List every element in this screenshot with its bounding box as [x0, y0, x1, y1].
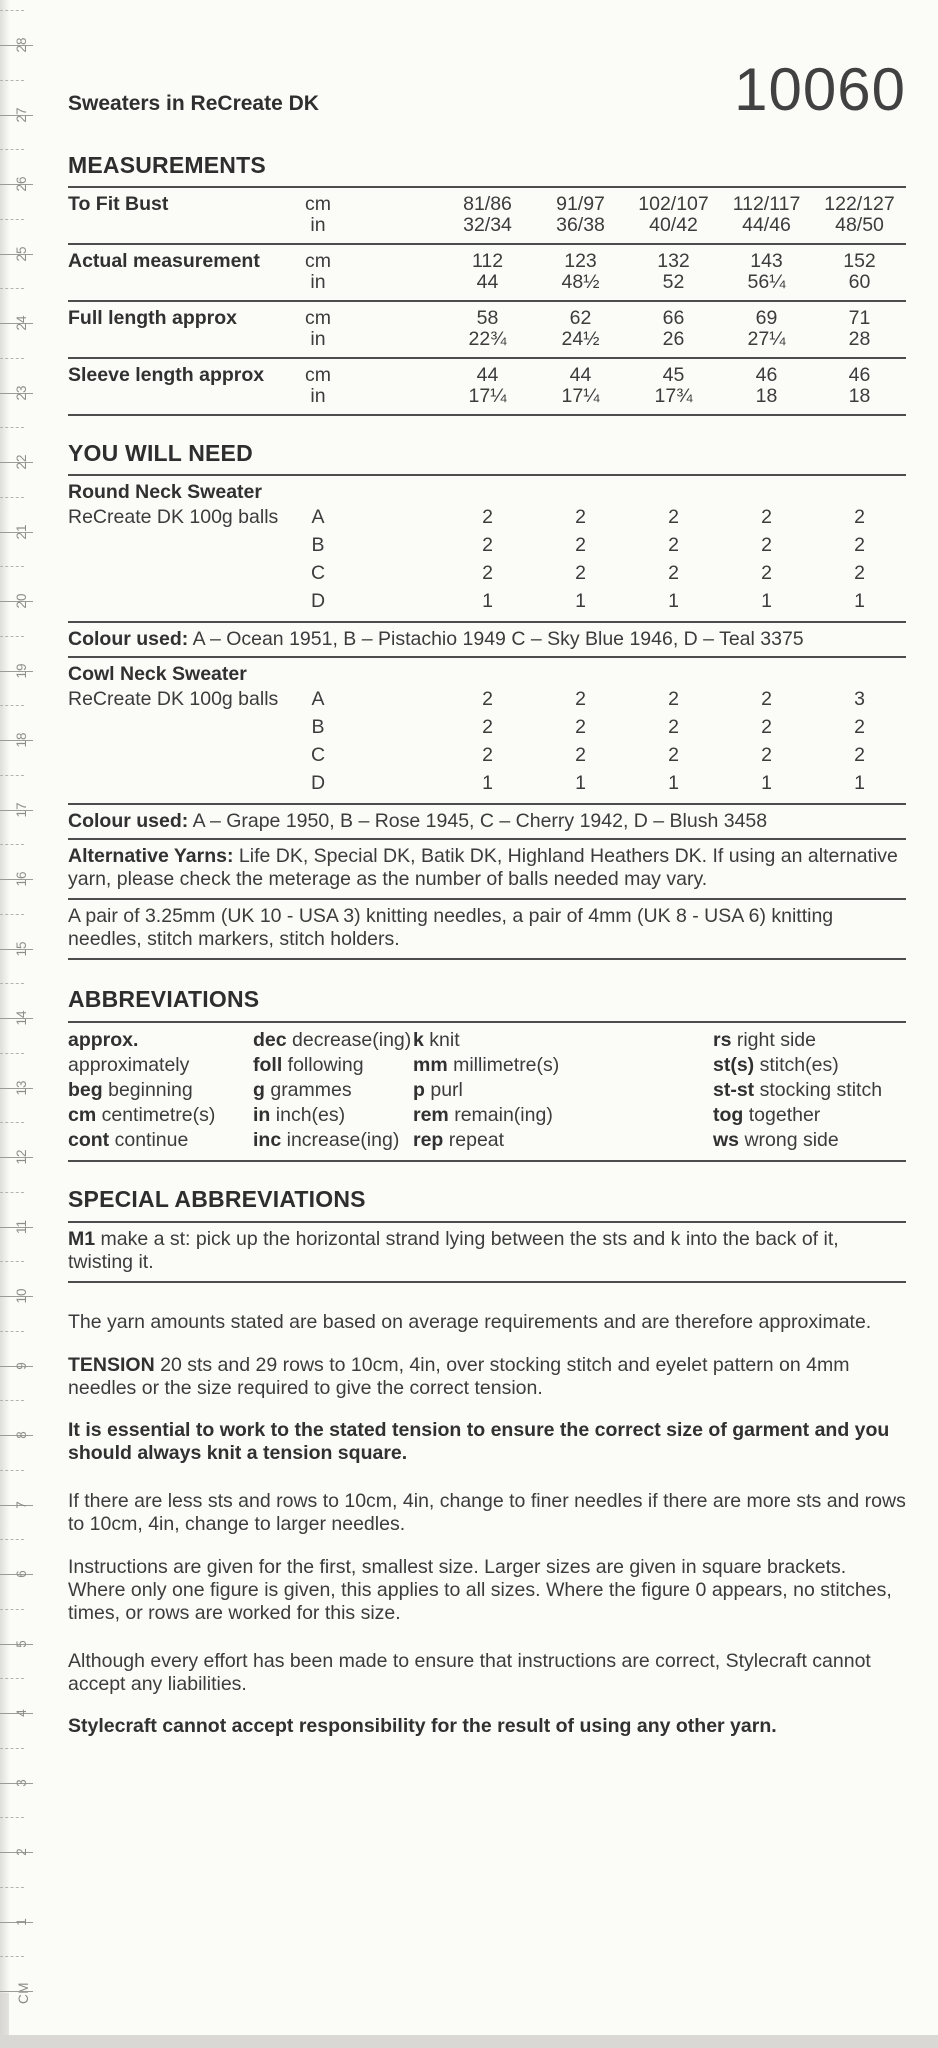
ball-count: 2	[854, 562, 865, 584]
shade-letter: D	[310, 590, 326, 612]
ball-count: 2	[668, 534, 679, 556]
abbreviation-entry: in inch(es)	[253, 1104, 346, 1126]
page-title: Sweaters in ReCreate DK	[68, 92, 319, 115]
ruler-number: 26	[13, 176, 29, 192]
ruler-tick	[0, 427, 24, 428]
ruler-number: 20	[13, 593, 29, 609]
size-value: 45	[662, 364, 685, 386]
colour-used-label: Colour used:	[68, 628, 189, 650]
yarn-row	[68, 769, 906, 797]
ruler-tick	[0, 1887, 24, 1888]
ball-count: 2	[482, 716, 493, 738]
size-value: 66	[662, 307, 685, 329]
ruler-number: 27	[13, 106, 29, 123]
shade-letter: B	[311, 716, 325, 738]
abbreviation-entry: cm centimetre(s)	[68, 1104, 216, 1126]
row-label: Sleeve length approx	[68, 364, 265, 386]
ruler-tick	[0, 80, 24, 81]
size-value: 22¾	[468, 328, 507, 350]
ruler-number: 2	[13, 1848, 29, 1856]
special-abbreviations-section	[68, 1186, 906, 1223]
ruler-tick	[0, 1470, 24, 1471]
ruler-number: 3	[13, 1778, 29, 1787]
ruler-tick	[0, 1122, 24, 1123]
ball-count: 1	[761, 590, 772, 612]
size-value: 28	[848, 328, 871, 350]
row-label: To Fit Bust	[68, 193, 169, 215]
ball-count: 2	[482, 688, 493, 710]
divider	[68, 1160, 906, 1162]
table-row	[68, 359, 906, 414]
size-value: 24½	[561, 328, 600, 350]
tension-note: TENSION 20 sts and 29 rows to 10cm, 4in, over stocking stitch and eyelet pattern on 4mm needles or the size required to give the correct tension.	[68, 1353, 850, 1399]
ball-count: 2	[854, 534, 865, 556]
ball-count: 1	[482, 772, 493, 794]
ball-count: 3	[854, 688, 865, 710]
ball-count: 1	[668, 590, 679, 612]
ball-count: 2	[482, 506, 493, 528]
abbreviations-section	[68, 986, 906, 1023]
alternative-yarns-label: Alternative Yarns:	[68, 845, 234, 867]
special-abbreviations-heading: SPECIAL ABBREVIATIONS	[68, 1186, 366, 1212]
size-value: 44	[569, 364, 592, 386]
yarn-row	[68, 741, 906, 769]
yarn-row	[68, 587, 906, 615]
abbreviation-entry: g grammes	[253, 1079, 352, 1101]
size-value: 17¼	[561, 385, 600, 407]
ball-count: 2	[575, 744, 586, 766]
ruler-number: 10	[13, 1288, 29, 1304]
ruler-number: 1	[13, 1917, 29, 1926]
unit-in: in	[310, 385, 326, 407]
shade-letter: C	[310, 744, 326, 766]
yarn-row	[68, 559, 906, 587]
colour-used-text: A – Grape 1950, B – Rose 1945, C – Cherry 1942, D – Blush 3458	[192, 810, 768, 832]
ball-count: 2	[575, 562, 586, 584]
size-value: 18	[755, 385, 778, 407]
table-row	[68, 188, 906, 243]
divider	[68, 1281, 906, 1283]
ball-count: 1	[668, 772, 679, 794]
ball-count: 1	[575, 772, 586, 794]
size-value: 46	[755, 364, 778, 386]
ball-count: 2	[761, 506, 772, 528]
ruler-tick	[0, 636, 24, 637]
row-label: Full length approx	[68, 307, 237, 329]
ruler-tick	[0, 1817, 24, 1818]
measurements-heading: MEASUREMENTS	[68, 152, 266, 178]
needles-note: A pair of 3.25mm (UK 10 - USA 3) knitting needles, a pair of 4mm (UK 8 - USA 6) knitting needles, stitch markers, stitch holders.	[68, 905, 834, 950]
size-value: 81/86	[463, 193, 512, 215]
ruler-number: 16	[13, 871, 29, 887]
abbreviation-entry: st(s) stitch(es)	[713, 1054, 839, 1076]
table-row	[68, 302, 906, 357]
size-value: 44	[476, 364, 499, 386]
yarn-row	[68, 531, 906, 559]
ruler-number: 19	[13, 662, 29, 679]
ruler-tick	[0, 10, 24, 11]
ball-count: 2	[668, 688, 679, 710]
ruler-tick	[0, 914, 24, 915]
ruler-number: 23	[13, 384, 29, 401]
measurements-section	[68, 152, 906, 188]
abbreviation-entry: rep repeat	[413, 1129, 505, 1151]
ruler-number: 28	[13, 37, 29, 53]
garment-round-neck	[68, 476, 906, 658]
size-value: 52	[662, 271, 685, 293]
sizes-note: Instructions are given for the first, smallest size. Larger sizes are given in square brackets. Where only one figure is given, this applies to all sizes. Where the figure 0 appears, no stitches, times, or rows are worked for this size.	[68, 1555, 892, 1624]
size-value: 17¼	[468, 385, 507, 407]
size-value: 32/34	[463, 214, 512, 236]
size-value: 71	[848, 307, 871, 329]
alternative-yarns-note: Alternative Yarns: Life DK, Special DK, Batik DK, Highland Heathers DK. If using an alternative yarn, please check the meterage as the number of balls needed may vary.	[68, 845, 898, 890]
ruler-tick	[0, 497, 24, 498]
size-value: 17¾	[654, 385, 693, 407]
special-abbreviation-m1: M1 make a st: pick up the horizontal strand lying between the sts and k into the back of it, twisting it.	[68, 1228, 839, 1273]
shade-letter: B	[311, 534, 325, 556]
abbreviation-entry: dec decrease(ing)	[253, 1029, 412, 1051]
abbreviation-entry: rem remain(ing)	[413, 1104, 553, 1126]
size-value: 48½	[561, 271, 600, 293]
abbreviation-entry: tog together	[713, 1104, 821, 1126]
colour-used-label: Colour used:	[68, 810, 189, 832]
garment-name: Round Neck Sweater	[68, 481, 262, 503]
ruler-tick	[0, 1991, 33, 1992]
size-value: 112/117	[732, 193, 801, 215]
size-value: 36/38	[556, 214, 605, 236]
yarn-row	[68, 503, 906, 531]
colour-used-cowl-neck	[68, 805, 906, 838]
size-value: 60	[848, 271, 871, 293]
size-value: 102/107	[638, 193, 709, 215]
ruler-number: 15	[13, 940, 29, 957]
ruler-number: 6	[13, 1570, 29, 1578]
scan-corner-artifact	[0, 1993, 9, 2035]
ruler-number: 11	[13, 1219, 29, 1234]
size-value: 40/42	[649, 214, 698, 236]
abbreviation-entry: beg beginning	[68, 1079, 193, 1101]
abbreviation-entry: k knit	[413, 1029, 460, 1051]
ball-count: 2	[482, 562, 493, 584]
yarn-label: ReCreate DK 100g balls	[68, 506, 279, 528]
ruler-number: 12	[13, 1149, 29, 1165]
ball-count: 2	[575, 534, 586, 556]
you-will-need-heading: YOU WILL NEED	[68, 440, 253, 466]
yarn-row	[68, 713, 906, 741]
ruler-tick	[0, 358, 24, 359]
ball-count: 2	[668, 506, 679, 528]
ruler-number: 13	[13, 1079, 29, 1096]
ball-count: 2	[668, 744, 679, 766]
liability-note: Although every effort has been made to ensure that instructions are correct, Stylecraft cannot accept any liabilities.	[68, 1649, 871, 1695]
abbreviation-entry: ws wrong side	[713, 1129, 839, 1151]
ball-count: 2	[854, 506, 865, 528]
ruler-number: 9	[13, 1361, 29, 1370]
ruler-tick	[0, 566, 24, 567]
m1-term: M1	[68, 1228, 96, 1250]
ball-count: 2	[761, 534, 772, 556]
colour-used-text: A – Ocean 1951, B – Pistachio 1949 C – Sky Blue 1946, D – Teal 3375	[192, 628, 804, 650]
ball-count: 2	[761, 716, 772, 738]
ruler-tick	[0, 1678, 24, 1679]
ruler-tick	[0, 1261, 24, 1262]
ruler-number: 18	[13, 732, 29, 748]
unit-cm: cm	[305, 307, 331, 329]
ruler-number: 7	[13, 1500, 29, 1509]
ball-count: 1	[575, 590, 586, 612]
page-header	[68, 56, 906, 123]
divider	[68, 414, 906, 416]
ball-count: 1	[854, 590, 865, 612]
ruler-tick	[0, 219, 24, 220]
shade-letter: D	[310, 772, 326, 794]
size-value: 48/50	[835, 214, 884, 236]
colour-used-round-neck	[68, 623, 906, 656]
unit-cm: cm	[305, 250, 331, 272]
garment-name: Cowl Neck Sweater	[68, 663, 247, 685]
size-value: 143	[750, 250, 783, 272]
unit-in: in	[310, 328, 326, 350]
ball-count: 1	[482, 590, 493, 612]
size-value: 26	[662, 328, 685, 350]
yarn-row	[68, 685, 906, 713]
ruler-tick	[0, 705, 24, 706]
size-value: 91/97	[556, 193, 605, 215]
abbreviation-entry: inc increase(ing)	[253, 1129, 400, 1151]
ruler-tick	[0, 1400, 24, 1401]
abbreviation-entry: approximately	[68, 1054, 190, 1076]
size-value: 152	[843, 250, 876, 272]
abbreviation-entry: p purl	[413, 1079, 463, 1101]
ball-count: 2	[575, 688, 586, 710]
garment-cowl-neck	[68, 658, 906, 840]
size-value: 27¼	[747, 328, 786, 350]
scan-bottom-edge	[0, 2035, 938, 2048]
ruler-tick	[0, 1331, 24, 1332]
measurements-table	[68, 188, 906, 416]
unit-in: in	[310, 214, 326, 236]
ruler-number: 8	[13, 1431, 29, 1439]
pattern-number: 10060	[734, 56, 906, 123]
abbreviations-grid	[68, 1023, 906, 1160]
ball-count: 2	[575, 716, 586, 738]
ball-count: 2	[854, 744, 865, 766]
needle-change-note: If there are less sts and rows to 10cm, 4in, change to finer needles if there are more sts and rows to 10cm, 4in, change to larger needles.	[68, 1490, 906, 1535]
unit-in: in	[310, 271, 326, 293]
ruler-number: 25	[13, 245, 29, 262]
size-value: 69	[755, 307, 778, 329]
shade-letter: A	[311, 688, 325, 710]
size-value: 46	[848, 364, 871, 386]
tension-label: TENSION	[68, 1353, 155, 1376]
size-value: 122/127	[824, 193, 895, 215]
ruler-number: 14	[13, 1010, 29, 1026]
ruler-tick	[0, 1539, 24, 1540]
you-will-need-section	[68, 440, 906, 476]
abbreviation-entry: approx.	[68, 1029, 139, 1051]
row-label: Actual measurement	[68, 250, 260, 272]
ruler-number: 21	[13, 523, 29, 540]
ball-count: 2	[854, 716, 865, 738]
pattern-page	[68, 0, 906, 1758]
yarn-amounts-note: The yarn amounts stated are based on average requirements and are therefore approximate.	[68, 1311, 872, 1333]
ball-count: 1	[761, 772, 772, 794]
abbreviation-entry: st-st stocking stitch	[713, 1079, 883, 1101]
size-value: 62	[569, 307, 592, 329]
size-value: 58	[476, 307, 499, 329]
ruler-tick	[0, 288, 24, 289]
ruler-tick	[0, 775, 24, 776]
size-value: 123	[564, 250, 597, 272]
ruler-number: 22	[13, 454, 29, 470]
ruler-cm-label: CM	[15, 1982, 31, 2004]
table-row	[68, 245, 906, 300]
abbreviation-entry: foll following	[253, 1054, 364, 1076]
size-value: 44	[476, 271, 499, 293]
ruler-number: 24	[13, 315, 29, 331]
ruler-tick	[0, 1748, 24, 1749]
size-value: 132	[657, 250, 690, 272]
ball-count: 2	[482, 744, 493, 766]
ruler-tick	[0, 1192, 24, 1193]
ruler	[0, 0, 56, 2048]
ball-count: 1	[854, 772, 865, 794]
unit-cm: cm	[305, 364, 331, 386]
ruler-tick	[0, 1956, 24, 1957]
tension-warning: It is essential to work to the stated tension to ensure the correct size of garment and you should always knit a tension square.	[68, 1419, 890, 1464]
ball-count: 2	[761, 744, 772, 766]
ruler-tick	[0, 1053, 24, 1054]
unit-cm: cm	[305, 193, 331, 215]
ball-count: 2	[761, 688, 772, 710]
yarn-label: ReCreate DK 100g balls	[68, 688, 279, 710]
ruler-tick	[0, 844, 24, 845]
ruler-number: 4	[13, 1709, 29, 1717]
size-value: 112	[471, 250, 504, 272]
abbreviation-entry: rs right side	[713, 1029, 816, 1051]
size-value: 18	[848, 385, 871, 407]
ruler-number: 5	[13, 1639, 29, 1648]
abbreviations-heading: ABBREVIATIONS	[68, 986, 260, 1012]
other-yarn-warning: Stylecraft cannot accept responsibility for the result of using any other yarn.	[68, 1715, 777, 1737]
ruler-tick	[0, 1609, 24, 1610]
divider	[68, 958, 906, 960]
ball-count: 2	[575, 506, 586, 528]
abbreviation-entry: cont continue	[68, 1129, 189, 1151]
shade-letter: C	[310, 562, 326, 584]
ball-count: 2	[668, 716, 679, 738]
ruler-number: 17	[13, 801, 29, 818]
ball-count: 2	[668, 562, 679, 584]
ruler-tick	[0, 983, 24, 984]
ruler-tick	[0, 149, 24, 150]
shade-letter: A	[311, 506, 325, 528]
abbreviation-entry: mm millimetre(s)	[413, 1054, 560, 1076]
size-value: 56¼	[747, 271, 786, 293]
ball-count: 2	[761, 562, 772, 584]
size-value: 44/46	[742, 214, 791, 236]
ball-count: 2	[482, 534, 493, 556]
